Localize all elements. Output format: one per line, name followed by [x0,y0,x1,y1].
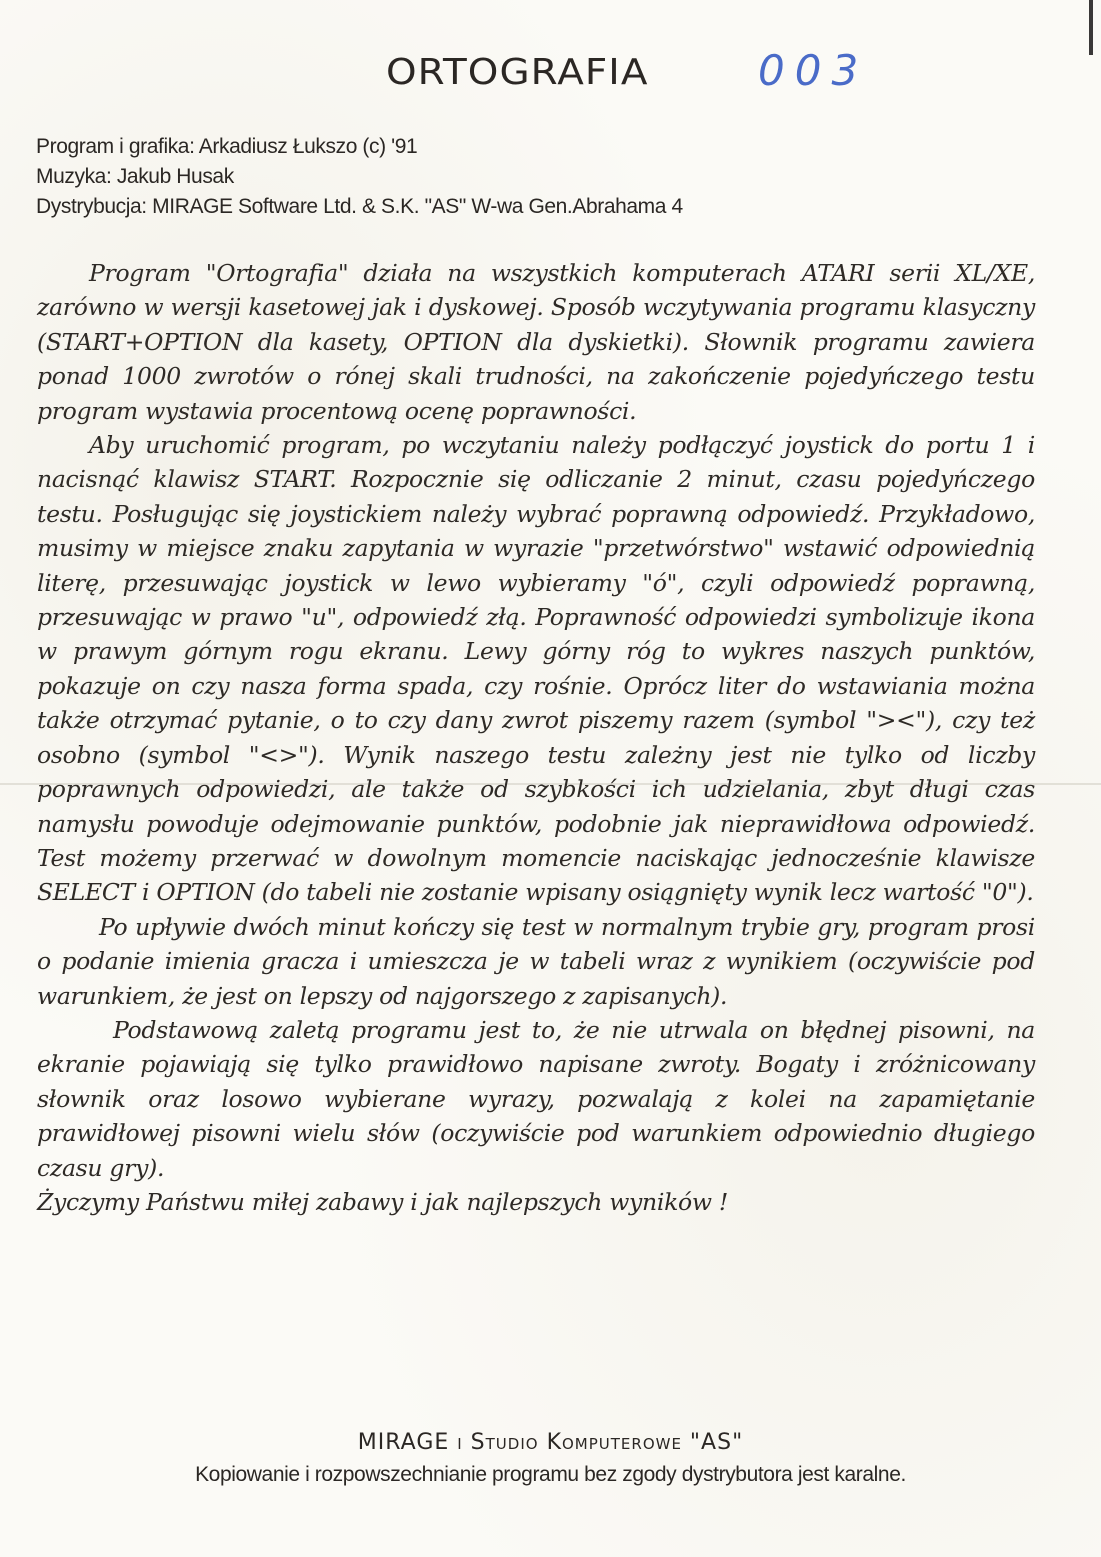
credit-distribution: Dystrybucja: MIRAGE Software Ltd. & S.K. "AS" W-wa Gen.Abrahama 4 [36,195,683,218]
paragraph-intro: Program "Ortografia" działa na wszystkich komputerach ATARI serii XL/XE, zarówno w wersji kasetowej jak i dyskowej. Sposób wczytywania programu klasyczny (START+OPTION dla kasety, OPTION dla dyskietki). Słownik programu zawiera ponad 1000 zwrotów o rónej skali trudności, na zakończenie pojedyńczego testu program wystawia procentową ocenę poprawności. [37,259,1035,425]
credit-program-graphics: Program i grafika: Arkadiusz Łukszo (c) '91 [36,135,418,158]
paragraph-wishes: Życzymy Państwu miłej zabawy i jak najlepszych wyników ! [37,1187,729,1216]
instructions-body [37,256,1035,1219]
title-row [386,52,649,93]
paragraph-gameplay: Aby uruchomić program, po wczytaniu należy podłączyć joystick do portu 1 i nacisnąć klawisz START. Rozpocznie się odliczanie 2 minut, czasu pojedyńczego testu. Posługując się joystickiem należy wybrać poprawną odpowiedź. Przykładowo, musimy w miejsce znaku zapytania w wyrazie "przetwórstwo" wstawić odpowiednią literę, przesuwając joystick w lewo wybieramy "ó", czyli odpowiedź poprawną, przesuwając w prawo "u", odpowiedź złą. Poprawność odpowiedzi symbolizuje ikona w prawym górnym rogu ekranu. Lewy górny róg to wykres naszych punktów, pokazuje on czy nasza forma spada, czy rośnie. Oprócz liter do wstawiania można także otrzymać pytanie, o to czy dany zwrot piszemy razem (symbol "><"), czy też osobno (symbol "<>"). Wynik naszego testu zależny jest nie tylko od liczby poprawnych odpowiedzi, ale także od szybkości ich udzielania, zbyt długi czas namysłu powoduje odejmowanie punktów, podobnie jak nieprawidłowa odpowiedź. Test możemy przerwać w dowolnym momencie naciskając jednocześnie klawisze SELECT i OPTION (do tabeli nie zostanie wpisany osiągnięty wynik lecz wartość "0"). [37,431,1035,907]
scan-edge-mark [1089,0,1093,55]
paragraph-end-of-test: Po upływie dwóch minut kończy się test w normalnym trybie gry, program prosi o podanie imienia gracza i umieszcza je w tabeli wraz z wynikiem (oczywiście pod warunkiem, że jest on lepszy od najgorszego z zapisanych). [37,912,1035,1010]
handwritten-serial-number: 003 [758,46,869,95]
document-title: ORTOGRAFIA [386,52,649,93]
credit-music: Muzyka: Jakub Husak [36,165,234,188]
footer-brand: MIRAGE i Studio Komputerowe "AS" [357,1430,744,1455]
paragraph-advantages: Podstawową zaletą programu jest to, że nie utrwala on błędnej pisowni, na ekranie pojawiają się tylko prawidłowo napisane zwroty. Bogaty i zróżnicowany słownik oraz losowo wybierane wyrazy, pozwalają z kolei na zapamiętanie prawidłowej pisowni wielu słów (oczywiście pod warunkiem odpowiednio długiego czasu gry). [37,1015,1035,1182]
footer-copyright-note: Kopiowanie i rozpowszechnianie programu bez zgody dystrybutora jest karalne. [195,1463,906,1486]
credits-block [36,132,683,222]
